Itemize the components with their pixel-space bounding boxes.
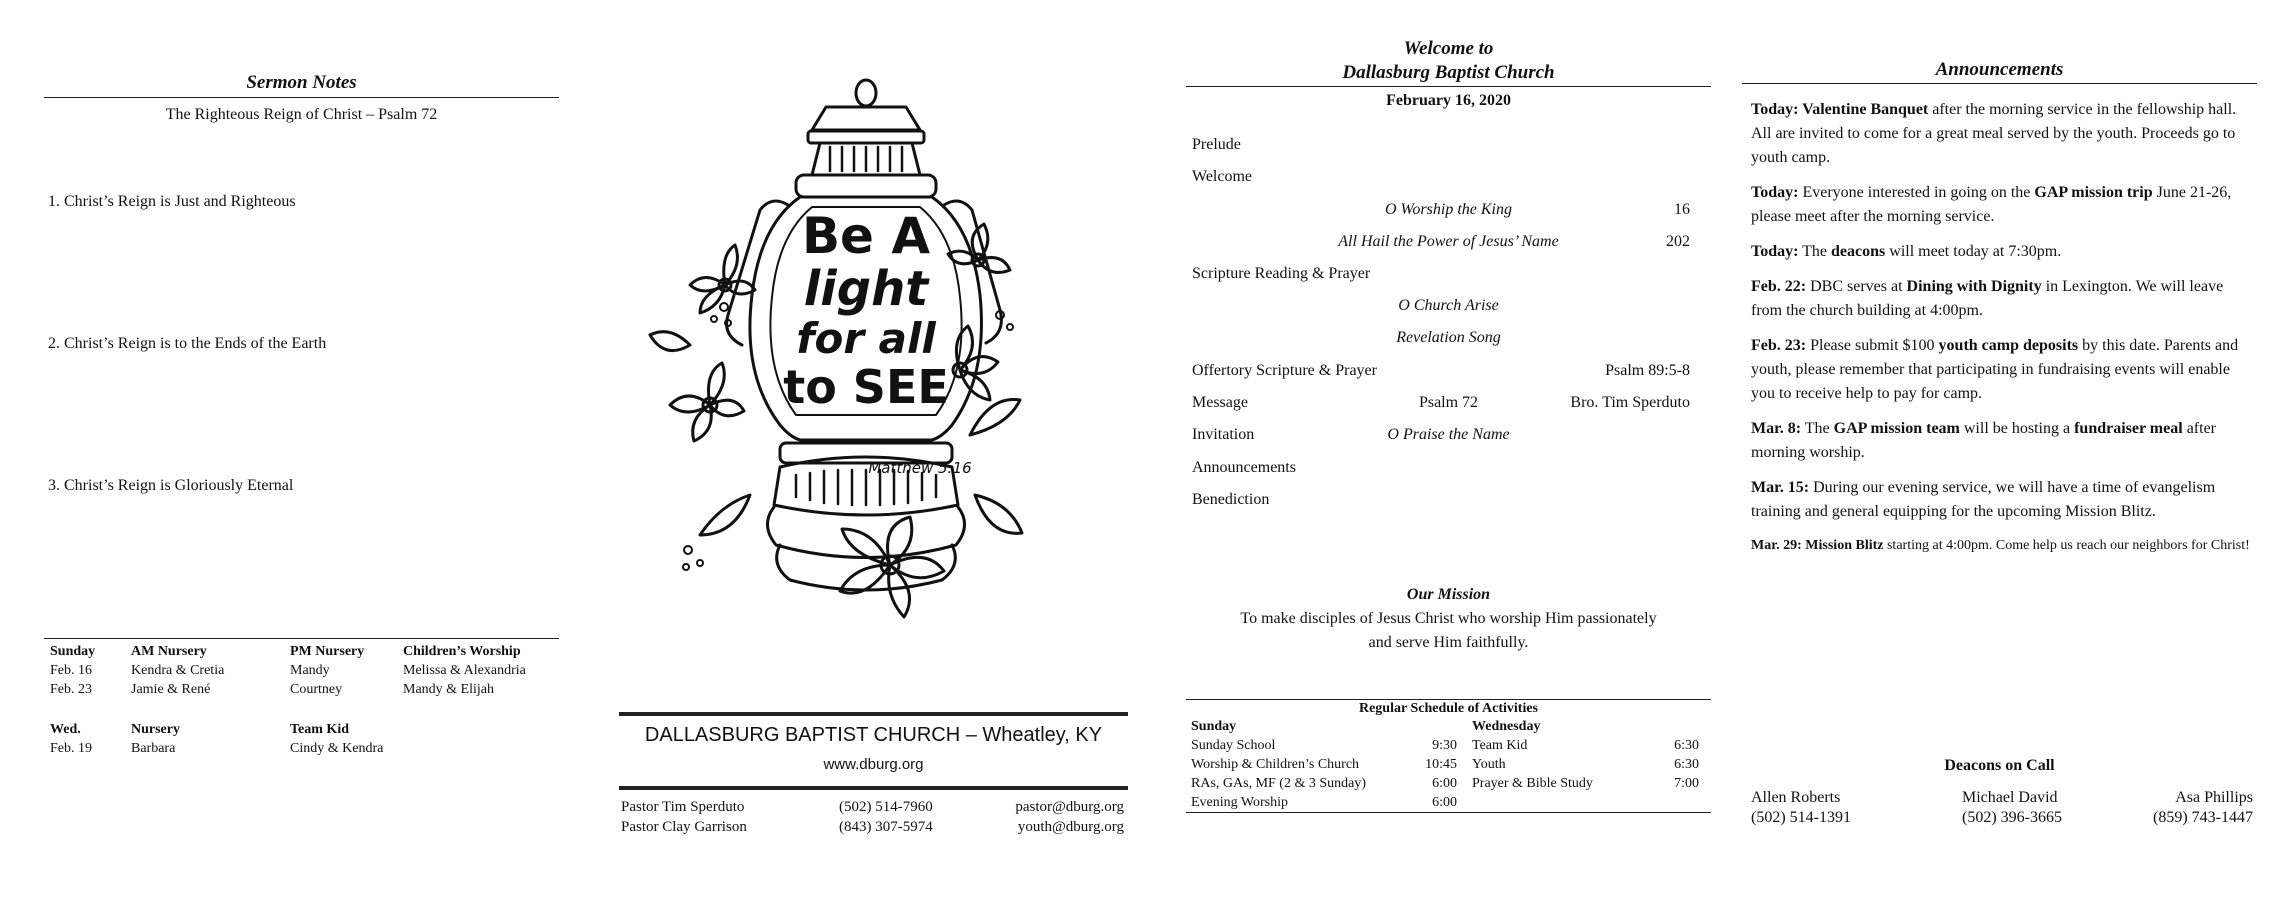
deacon-name: Asa Phillips [2175, 789, 2253, 806]
announcement-highlight: fundraiser meal [2074, 420, 2183, 437]
schedule-item: Youth [1472, 757, 1506, 772]
deacons-title: Deacons on Call [1944, 757, 2055, 774]
welcome-title-line2: Dallasburg Baptist Church [1342, 62, 1555, 83]
nursery-cw: Melissa & Alexandria [403, 663, 526, 678]
offertory-ref: Psalm 89:5-8 [1605, 362, 1690, 379]
sermon-point-3: 3. Christ’s Reign is Gloriously Eternal [48, 477, 294, 494]
schedule-item: Team Kid [1472, 738, 1528, 753]
nursery-am: Jamie & René [131, 682, 211, 697]
wed-nursery-header: Nursery [131, 722, 180, 737]
announcement-item [1751, 98, 2251, 170]
nursery-pm: Mandy [290, 663, 330, 678]
lantern-verse: Matthew 5:16 [868, 459, 972, 477]
contact-email: pastor@dburg.org [1015, 799, 1124, 815]
nursery-schedule [50, 642, 560, 762]
announcement-item [1751, 275, 2251, 323]
schedule-time: 6:30 [1674, 757, 1699, 772]
sermon-notes-rule [44, 97, 559, 98]
schedule-grid [1191, 717, 1709, 812]
church-website: www.dburg.org [823, 756, 924, 773]
lantern-line-3: for all [796, 314, 936, 363]
cover-top-rule [619, 712, 1128, 716]
announcement-text: During our evening service, we will have a time of evangelism training and general equipping for the upcoming Mission Blitz. [1751, 479, 2216, 520]
sermon-subtitle: The Righteous Reign of Christ – Psalm 72 [165, 106, 438, 123]
contact-phone: (843) 307-5974 [839, 819, 933, 835]
welcome-rule [1186, 86, 1711, 87]
hymn-number: 16 [1674, 201, 1690, 218]
wed-teamkid-header: Team Kid [290, 722, 349, 737]
announcement-text: in Lexington. We will leave from the church building at 4:00pm. [1751, 278, 2224, 319]
contact-name: Pastor Clay Garrison [621, 819, 747, 835]
nursery-pm: Courtney [290, 682, 343, 697]
announcement-item [1751, 334, 2251, 406]
announcement-item [1751, 535, 2251, 556]
service-date: February 16, 2020 [1386, 92, 1511, 109]
welcome-title [1186, 37, 1711, 85]
schedule-time: 6:00 [1432, 776, 1457, 791]
announcement-highlight: Dining with Dignity [1906, 278, 2042, 295]
nursery-cw: Mandy & Elijah [403, 682, 494, 697]
schedule-item: Prayer & Bible Study [1472, 776, 1593, 791]
mission-title: Our Mission [1406, 586, 1491, 603]
announcement-date: Feb. 22: [1751, 278, 1807, 295]
contact-email: youth@dburg.org [1017, 819, 1124, 835]
deacon-phone: (502) 514-1391 [1751, 809, 1851, 826]
wed-teamkid: Cindy & Kendra [290, 741, 384, 756]
announcement-text: by this date. Parents and youth, please remember that participating in fundraising events will enable you to receive help to pay for camp. [1751, 337, 2239, 402]
order-welcome: Welcome [1192, 168, 1253, 185]
lantern-line-2: light [803, 261, 929, 317]
announcement-text: The [1801, 420, 1834, 437]
announcement-item [1751, 417, 2251, 465]
announcement-text: Everyone interested in going on the [1798, 184, 2035, 201]
announcements-list [1751, 98, 2251, 556]
announcement-highlight: GAP mission team [1833, 420, 1960, 437]
announcement-highlight: youth camp deposits [1938, 337, 2079, 354]
schedule-time: 6:00 [1432, 795, 1457, 810]
nursery-sunday-header: Sunday [50, 644, 96, 659]
song-title: Revelation Song [1396, 329, 1501, 346]
announcement-text: DBC serves at [1806, 278, 1907, 295]
hymn-title: O Worship the King [1385, 201, 1512, 218]
announcement-highlight: GAP mission trip [2034, 184, 2153, 201]
mission-line-1: To make disciples of Jesus Christ who worship Him passionately [1240, 610, 1657, 627]
cover-bottom-rule [619, 786, 1128, 790]
order-message: Message [1192, 394, 1248, 411]
childrens-worship-header: Children’s Worship [403, 644, 521, 659]
announcement-date: Mar. 15: [1751, 479, 1810, 496]
announcement-text: will meet today at 7:30pm. [1885, 243, 2062, 260]
schedule-wednesday-label: Wednesday [1472, 719, 1541, 734]
announcement-date: Feb. 23: [1751, 337, 1807, 354]
schedule-item: Evening Worship [1191, 795, 1288, 810]
deacon-name: Allen Roberts [1751, 789, 1841, 806]
schedule-time: 10:45 [1425, 757, 1457, 772]
announcement-item [1751, 240, 2251, 264]
announcement-item [1751, 181, 2251, 229]
announcement-date: Today: Valentine Banquet [1751, 101, 1929, 118]
nursery-date: Feb. 23 [50, 682, 92, 697]
invitation-song: O Praise the Name [1387, 426, 1510, 443]
schedule-item: RAs, GAs, MF (2 & 3 Sunday) [1191, 776, 1367, 791]
song-title: O Church Arise [1398, 297, 1499, 314]
announcement-date: Mar. 29: Mission Blitz [1751, 538, 1884, 553]
schedule-time: 9:30 [1432, 738, 1457, 753]
announcement-date: Today: [1751, 243, 1799, 260]
announcement-text: June 21-26, please meet after the morning service. [1751, 184, 2232, 225]
wed-header: Wed. [50, 722, 81, 737]
schedule-time: 7:00 [1674, 776, 1699, 791]
schedule-bottom-rule [1186, 812, 1711, 813]
announcement-text: starting at 4:00pm. Come help us reach our neighbors for Christ! [1883, 538, 2250, 553]
schedule-item: Worship & Children’s Church [1191, 757, 1360, 772]
sermon-notes-title: Sermon Notes [246, 72, 357, 93]
message-speaker: Bro. Tim Sperduto [1570, 394, 1690, 411]
announcement-text: after morning worship. [1751, 420, 2216, 461]
announcement-item [1751, 476, 2251, 524]
announcement-text: Please submit $100 [1806, 337, 1939, 354]
wed-nursery: Barbara [131, 741, 176, 756]
schedule-sunday-label: Sunday [1191, 719, 1237, 734]
deacon-phone: (502) 396-3665 [1962, 809, 2062, 826]
deacon-name: Michael David [1962, 789, 2058, 806]
nursery-am-header: AM Nursery [131, 644, 207, 659]
order-benediction: Benediction [1192, 491, 1270, 508]
contact-name: Pastor Tim Sperduto [621, 799, 745, 815]
church-name: DALLASBURG BAPTIST CHURCH – Wheatley, KY [644, 724, 1103, 746]
announcement-date: Mar. 8: [1751, 420, 1802, 437]
sermon-point-1: 1. Christ’s Reign is Just and Righteous [48, 193, 296, 210]
mission-line-2: and serve Him faithfully. [1368, 634, 1529, 651]
nursery-am: Kendra & Cretia [131, 663, 225, 678]
schedule-time: 6:30 [1674, 738, 1699, 753]
wed-date: Feb. 19 [50, 741, 92, 756]
announcement-text: after the morning service in the fellowship hall. All are invited to come for a great meal served by the youth. Proceeds go to youth camp. [1751, 101, 2237, 166]
schedule-item: Sunday School [1191, 738, 1276, 753]
order-announcements: Announcements [1192, 459, 1296, 476]
message-ref: Psalm 72 [1418, 394, 1479, 411]
hymn-number: 202 [1666, 233, 1690, 250]
lantern-illustration [630, 75, 1030, 675]
order-invitation: Invitation [1192, 426, 1255, 443]
nursery-pm-header: PM Nursery [290, 644, 365, 659]
announcement-text: The [1798, 243, 1832, 260]
order-prelude: Prelude [1192, 136, 1241, 153]
lantern-line-4: to SEE [783, 360, 949, 414]
deacon-phone: (859) 743-1447 [2153, 809, 2253, 826]
announcement-highlight: deacons [1831, 243, 1886, 260]
announcements-rule [1742, 83, 2257, 84]
hymn-title: All Hail the Power of Jesus’ Name [1338, 233, 1559, 250]
order-offertory: Offertory Scripture & Prayer [1192, 362, 1377, 379]
nursery-rule [44, 638, 559, 639]
sermon-point-2: 2. Christ’s Reign is to the Ends of the Earth [48, 335, 327, 352]
announcement-date: Today: [1751, 184, 1799, 201]
schedule-title: Regular Schedule of Activities [1358, 701, 1538, 716]
lantern-line-1: Be A [801, 207, 931, 265]
nursery-date: Feb. 16 [50, 663, 92, 678]
schedule-top-rule [1186, 699, 1711, 700]
announcement-text: will be hosting a [1959, 420, 2075, 437]
order-scripture: Scripture Reading & Prayer [1192, 265, 1371, 282]
contact-phone: (502) 514-7960 [839, 799, 933, 815]
announcements-title: Announcements [1935, 59, 2064, 80]
welcome-title-line1: Welcome to [1403, 38, 1494, 59]
